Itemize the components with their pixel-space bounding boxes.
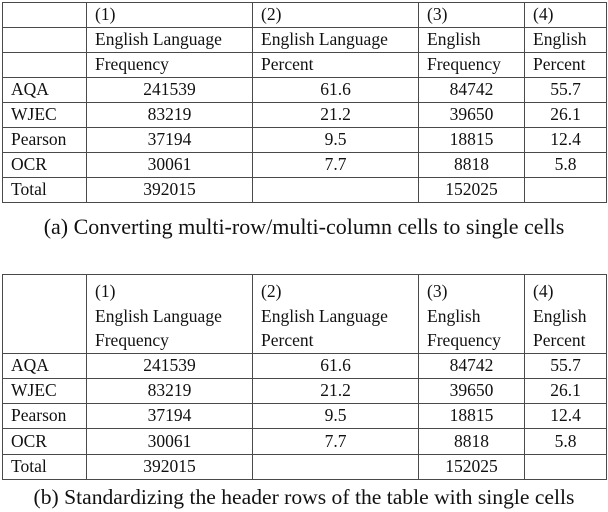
table-row-total bbox=[3, 178, 607, 203]
table-row bbox=[3, 153, 607, 178]
data-cell: 21.2 bbox=[253, 378, 419, 403]
row-label: Pearson bbox=[3, 404, 87, 429]
data-cell: 84742 bbox=[419, 78, 525, 103]
header-cell bbox=[87, 275, 253, 354]
table-row bbox=[3, 78, 607, 103]
header-cell: English bbox=[525, 28, 607, 53]
header-cell bbox=[3, 3, 87, 28]
header-row bbox=[3, 275, 607, 354]
data-cell: 152025 bbox=[419, 178, 525, 203]
data-cell bbox=[525, 454, 607, 479]
data-cell bbox=[253, 178, 419, 203]
data-cell: 83219 bbox=[87, 378, 253, 403]
header-line: Percent bbox=[261, 330, 314, 350]
data-cell bbox=[525, 178, 607, 203]
data-cell: 84742 bbox=[419, 353, 525, 378]
data-cell: 18815 bbox=[419, 128, 525, 153]
header-cell: (4) bbox=[525, 3, 607, 28]
table-row bbox=[3, 128, 607, 153]
data-cell: 9.5 bbox=[253, 128, 419, 153]
data-cell: 26.1 bbox=[525, 378, 607, 403]
header-cell: English Language bbox=[87, 28, 253, 53]
row-label: Total bbox=[3, 454, 87, 479]
header-line: English Language bbox=[95, 305, 222, 326]
data-cell: 30061 bbox=[87, 429, 253, 454]
row-label: Pearson bbox=[3, 128, 87, 153]
data-cell: 26.1 bbox=[525, 103, 607, 128]
header-line: Frequency bbox=[427, 330, 501, 350]
data-cell: 241539 bbox=[87, 78, 253, 103]
data-cell: 5.8 bbox=[525, 429, 607, 454]
data-cell: 30061 bbox=[87, 153, 253, 178]
row-label: OCR bbox=[3, 153, 87, 178]
header-cell bbox=[3, 53, 87, 78]
caption-a: (a) Converting multi-row/multi-column cells to single cells bbox=[43, 214, 565, 239]
header-cell bbox=[253, 275, 419, 354]
data-cell: 37194 bbox=[87, 128, 253, 153]
table-row bbox=[3, 404, 607, 429]
header-cell: (1) bbox=[87, 3, 253, 28]
row-label: AQA bbox=[3, 353, 87, 378]
table-b bbox=[2, 274, 607, 480]
header-line: Frequency bbox=[95, 330, 169, 350]
header-row bbox=[3, 3, 607, 28]
table-row-total bbox=[3, 454, 607, 479]
header-line: (4) bbox=[533, 281, 554, 301]
header-line: (2) bbox=[261, 281, 282, 301]
row-label: OCR bbox=[3, 429, 87, 454]
header-cell: (2) bbox=[253, 3, 419, 28]
data-cell bbox=[253, 454, 419, 479]
data-cell: 39650 bbox=[419, 378, 525, 403]
header-row bbox=[3, 28, 607, 53]
data-cell: 21.2 bbox=[253, 103, 419, 128]
header-cell: Percent bbox=[525, 53, 607, 78]
data-cell: 8818 bbox=[419, 429, 525, 454]
header-cell: Frequency bbox=[419, 53, 525, 78]
data-cell: 61.6 bbox=[253, 78, 419, 103]
header-cell bbox=[3, 275, 87, 354]
header-line: Percent bbox=[533, 330, 586, 350]
header-row bbox=[3, 53, 607, 78]
header-cell: English Language bbox=[253, 28, 419, 53]
data-cell: 18815 bbox=[419, 404, 525, 429]
row-label: WJEC bbox=[3, 103, 87, 128]
header-line: English bbox=[533, 305, 587, 326]
row-label: AQA bbox=[3, 78, 87, 103]
data-cell: 9.5 bbox=[253, 404, 419, 429]
data-cell: 152025 bbox=[419, 454, 525, 479]
data-cell: 37194 bbox=[87, 404, 253, 429]
data-cell: 241539 bbox=[87, 353, 253, 378]
header-line: (1) bbox=[95, 281, 116, 301]
header-cell: Percent bbox=[253, 53, 419, 78]
header-cell bbox=[419, 275, 525, 354]
table-row bbox=[3, 353, 607, 378]
data-cell: 7.7 bbox=[253, 429, 419, 454]
data-cell: 7.7 bbox=[253, 153, 419, 178]
table-row bbox=[3, 103, 607, 128]
header-cell: Frequency bbox=[87, 53, 253, 78]
data-cell: 55.7 bbox=[525, 78, 607, 103]
data-cell: 12.4 bbox=[525, 404, 607, 429]
header-cell: English bbox=[419, 28, 525, 53]
row-label: WJEC bbox=[3, 378, 87, 403]
table-row bbox=[3, 429, 607, 454]
header-cell bbox=[525, 275, 607, 354]
data-cell: 8818 bbox=[419, 153, 525, 178]
data-cell: 392015 bbox=[87, 454, 253, 479]
header-line: English bbox=[427, 305, 481, 326]
data-cell: 392015 bbox=[87, 178, 253, 203]
header-line: English Language bbox=[261, 305, 388, 326]
data-cell: 12.4 bbox=[525, 128, 607, 153]
caption-b: (b) Standardizing the header rows of the table with single cells bbox=[33, 485, 575, 509]
data-cell: 39650 bbox=[419, 103, 525, 128]
header-line: (3) bbox=[427, 281, 448, 301]
table-row bbox=[3, 378, 607, 403]
data-cell: 61.6 bbox=[253, 353, 419, 378]
table-a bbox=[2, 2, 607, 203]
header-cell bbox=[3, 28, 87, 53]
header-cell: (3) bbox=[419, 3, 525, 28]
row-label: Total bbox=[3, 178, 87, 203]
data-cell: 83219 bbox=[87, 103, 253, 128]
data-cell: 55.7 bbox=[525, 353, 607, 378]
data-cell: 5.8 bbox=[525, 153, 607, 178]
